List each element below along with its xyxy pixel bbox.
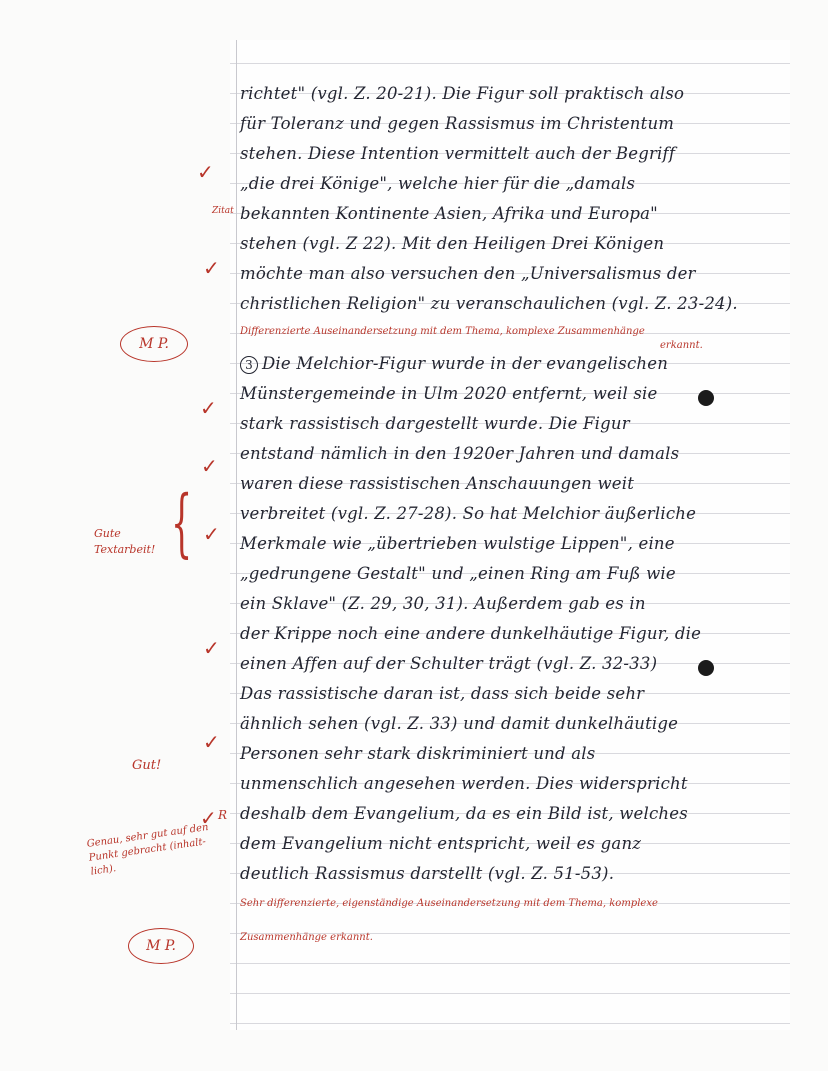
check-mark-icon: ✓ [203, 256, 220, 280]
ink-dot [698, 390, 714, 406]
text-line-19: einen Affen auf der Schulter trägt (vgl. Z. 32-33) [240, 654, 658, 673]
text-line-18: der Krippe noch eine andere dunkelhäutige Figur, die [240, 624, 702, 643]
text-line-9-content: Die Melchior-Figur wurde in der evangelischen [262, 354, 669, 373]
text-line-21: ähnlich sehen (vgl. Z. 33) und damit dunkelhäutige [240, 714, 679, 733]
text-line-3: stehen. Diese Intention vermittelt auch der Begriff [240, 144, 676, 163]
brace: { [170, 480, 193, 566]
text-line-14: verbreitet (vgl. Z. 27-28). So hat Melchior äußerliche [240, 504, 697, 523]
mp-oval-2: M P. [128, 928, 194, 964]
check-mark-icon: ✓ [203, 522, 220, 546]
text-line-15: Merkmale wie „übertrieben wulstige Lippen", eine [240, 534, 675, 553]
comment-differenzierte-1-end: erkannt. [660, 340, 703, 351]
text-line-1: richtet" (vgl. Z. 20-21). Die Figur soll praktisch also [240, 84, 685, 103]
text-line-16: „gedrungene Gestalt" und „einen Ring am Fuß wie [240, 564, 676, 583]
margin-line [236, 40, 237, 1030]
zitat-mark: Zitat [212, 206, 234, 216]
check-mark-icon: ✓ [201, 454, 218, 478]
check-mark-icon: ✓ [200, 806, 217, 830]
text-line-22: Personen sehr stark diskriminiert und als [240, 744, 596, 763]
text-line-7: möchte man also versuchen den „Universalismus der [240, 264, 696, 283]
gut-remark: Gut! [132, 758, 162, 773]
genau-remark: Genau, sehr gut auf den Punkt gebracht (inhalt- lich). [86, 821, 210, 878]
text-line-9 [240, 354, 668, 374]
text-line-23: unmenschlich angesehen werden. Dies widerspricht [240, 774, 688, 793]
text-line-12: entstand nämlich in den 1920er Jahren und damals [240, 444, 680, 463]
text-line-25: dem Evangelium nicht entspricht, weil es ganz [240, 834, 642, 853]
text-line-20: Das rassistische daran ist, dass sich beide sehr [240, 684, 645, 703]
comment-sehr-differenzierte-end: Zusammenhänge erkannt. [240, 932, 373, 943]
text-line-5: bekannten Kontinente Asien, Afrika und Europa" [240, 204, 658, 223]
text-line-10: Münstergemeinde in Ulm 2020 entfernt, weil sie [240, 384, 658, 403]
check-mark-icon: ✓ [203, 636, 220, 660]
text-line-13: waren diese rassistischen Anschauungen weit [240, 474, 635, 493]
gute-textarbeit: Gute Textarbeit! [94, 527, 156, 556]
check-mark-icon: ✓ [197, 160, 214, 184]
mp-oval-1: M P. [120, 326, 188, 362]
text-line-8: christlichen Religion" zu veranschaulichen (vgl. Z. 23-24). [240, 294, 738, 313]
check-mark-icon: ✓ [200, 396, 217, 420]
text-line-24: deshalb dem Evangelium, da es ein Bild ist, welches [240, 804, 688, 823]
comment-differenzierte-1: Differenzierte Auseinandersetzung mit dem Thema, komplexe Zusammenhänge [240, 326, 645, 337]
ink-dot [698, 660, 714, 676]
text-line-11: stark rassistisch dargestellt wurde. Die Figur [240, 414, 630, 433]
text-line-6: stehen (vgl. Z 22). Mit den Heiligen Drei Königen [240, 234, 665, 253]
text-line-4: „die drei Könige", welche hier für die „damals [240, 174, 636, 193]
section-number: 3 [240, 356, 258, 374]
r-mark: R [218, 808, 228, 822]
text-line-17: ein Sklave" (Z. 29, 30, 31). Außerdem gab es in [240, 594, 646, 613]
comment-sehr-differenzierte: Sehr differenzierte, eigenständige Auseinandersetzung mit dem Thema, komplexe [240, 898, 658, 909]
text-line-26: deutlich Rassismus darstellt (vgl. Z. 51-53). [240, 864, 615, 883]
text-line-2: für Toleranz und gegen Rassismus im Christentum [240, 114, 675, 133]
check-mark-icon: ✓ [203, 730, 220, 754]
